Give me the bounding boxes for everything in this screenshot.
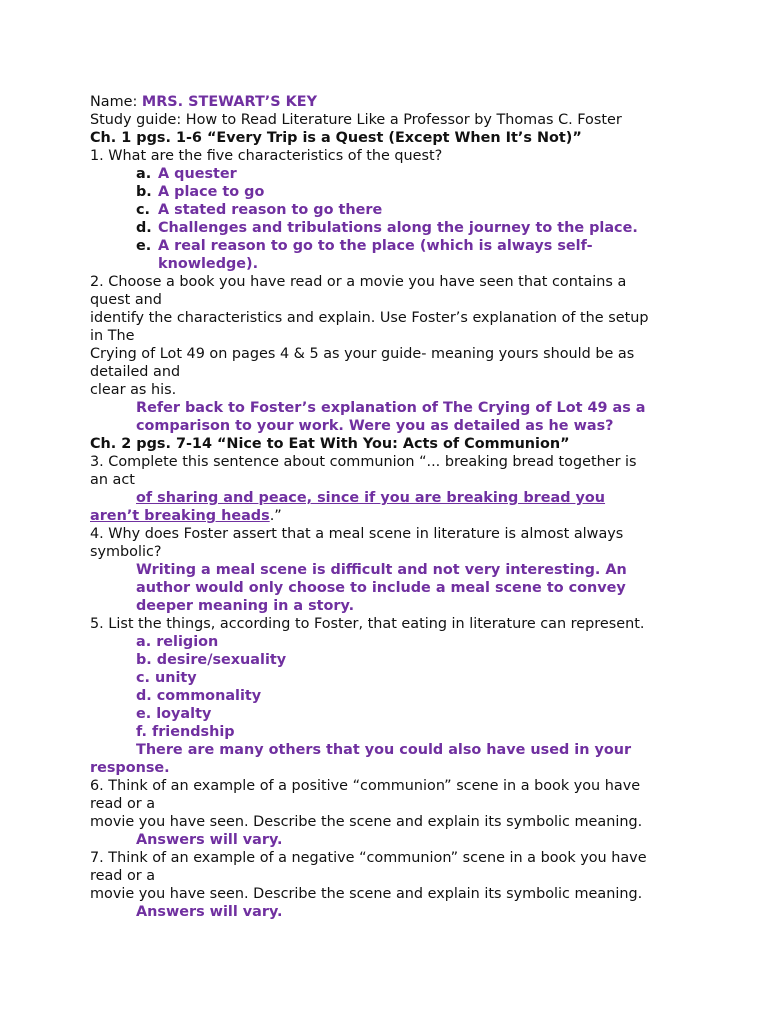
answer-5-item: b. desire/sexuality: [136, 652, 287, 668]
question-4-line: 4. Why does Foster assert that a meal scene in literature is almost always: [90, 526, 624, 542]
answer-5-note: response.: [90, 760, 170, 776]
answer-5-item: f. friendship: [136, 724, 235, 740]
question-7-line: 7. Think of an example of a negative “communion” scene in a book you have: [90, 850, 647, 866]
answer-5-item: c. unity: [136, 670, 197, 686]
question-2-line: 2. Choose a book you have read or a movie you have seen that contains a: [90, 274, 627, 290]
answer-4-line: deeper meaning in a story.: [136, 598, 355, 614]
answer-4-line: author would only choose to include a meal scene to convey: [136, 580, 626, 596]
list-marker: a.: [136, 166, 152, 182]
question-3-line: 3. Complete this sentence about communion “... breaking bread together is: [90, 454, 637, 470]
answer-7: Answers will vary.: [136, 904, 283, 920]
chapter-2-heading: Ch. 2 pgs. 7-14 “Nice to Eat With You: Acts of Communion”: [90, 436, 570, 452]
name-value: MRS. STEWART’S KEY: [141, 94, 318, 110]
question-4-line: symbolic?: [90, 544, 162, 560]
study-guide-title: Study guide: How to Read Literature Like a Professor by Thomas C. Foster: [90, 112, 622, 128]
question-7-line: read or a: [90, 868, 156, 884]
question-2-line: identify the characteristics and explain. Use Foster’s explanation of the setup: [90, 310, 649, 326]
answer-5-item: e. loyalty: [136, 706, 212, 722]
question-2-line: in The: [90, 328, 135, 344]
question-2-line: detailed and: [90, 364, 181, 380]
answer-text: Challenges and tribulations along the journey to the place.: [158, 220, 638, 236]
answer-1e: [90, 237, 690, 255]
answer-3-line: [90, 489, 690, 507]
question-1: 1. What are the five characteristics of the quest?: [90, 148, 443, 164]
study-guide-content: [90, 93, 690, 921]
answer-6: Answers will vary.: [136, 832, 283, 848]
answer-5-note: There are many others that you could also have used in your: [136, 742, 632, 758]
question-6-line: read or a: [90, 796, 156, 812]
list-marker: e.: [136, 238, 152, 254]
list-marker: c.: [136, 202, 150, 218]
answer-2-line: comparison to your work. Were you as detailed as he was?: [136, 418, 614, 434]
question-6-line: 6. Think of an example of a positive “communion” scene in a book you have: [90, 778, 641, 794]
answer-3-line: [90, 507, 690, 525]
answer-2-line: Refer back to Foster’s explanation of The Crying of Lot 49 as a: [136, 400, 646, 416]
answer-text: aren’t breaking heads: [90, 508, 270, 524]
answer-1c: [90, 201, 690, 219]
answer-1a: [90, 165, 690, 183]
answer-text: A stated reason to go there: [158, 202, 383, 218]
question-2-line: clear as his.: [90, 382, 177, 398]
question-2-line: Crying of Lot 49 on pages 4 & 5 as your guide- meaning yours should be as: [90, 346, 635, 362]
list-marker: b.: [136, 184, 152, 200]
answer-text: A place to go: [158, 184, 265, 200]
closing-quote: .”: [269, 508, 282, 524]
question-7-line: movie you have seen. Describe the scene and explain its symbolic meaning.: [90, 886, 643, 902]
answer-4-line: Writing a meal scene is difficult and not very interesting. An: [136, 562, 627, 578]
list-marker: d.: [136, 220, 152, 236]
name-line: [90, 93, 690, 111]
answer-text: of sharing and peace, since if you are breaking bread you: [136, 490, 606, 506]
answer-text: A quester: [158, 166, 237, 182]
answer-1d: [90, 219, 690, 237]
chapter-1-heading: Ch. 1 pgs. 1-6 “Every Trip is a Quest (Except When It’s Not)”: [90, 130, 582, 146]
answer-5-item: d. commonality: [136, 688, 262, 704]
name-label: Name:: [90, 94, 138, 110]
answer-1e-continued: knowledge).: [158, 256, 259, 272]
question-5: 5. List the things, according to Foster, that eating in literature can represent.: [90, 616, 645, 632]
answer-text: A real reason to go to the place (which is always self-: [158, 238, 593, 254]
answer-5-item: a. religion: [136, 634, 219, 650]
answer-1b: [90, 183, 690, 201]
question-3-line: an act: [90, 472, 135, 488]
question-2-line: quest and: [90, 292, 162, 308]
question-6-line: movie you have seen. Describe the scene and explain its symbolic meaning.: [90, 814, 643, 830]
